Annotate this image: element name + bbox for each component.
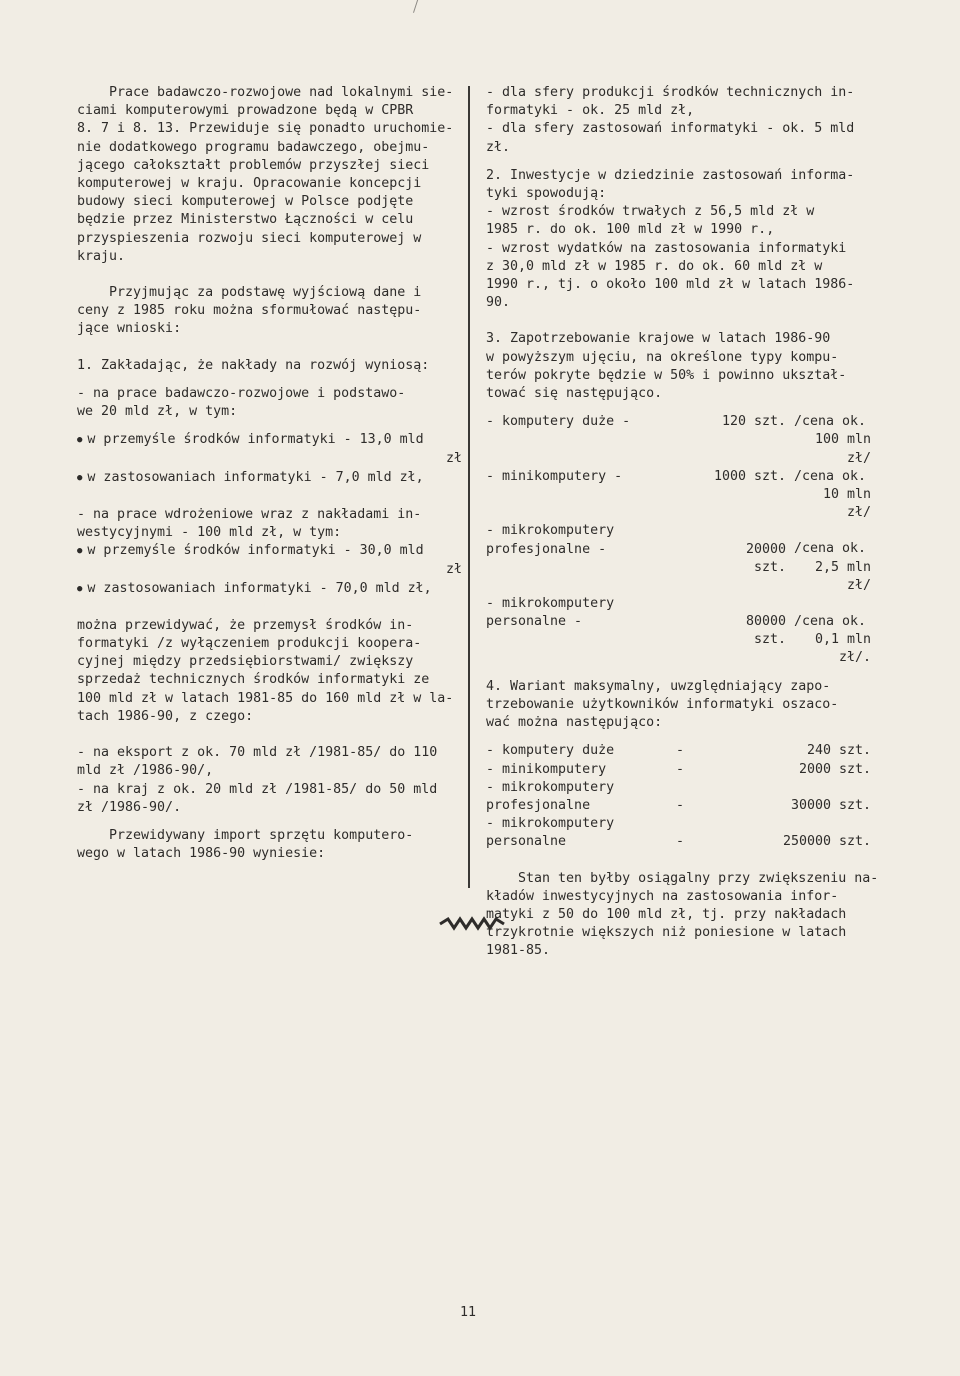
text-line: z 30,0 mld zł w 1985 r. do ok. 60 mld zł w — [486, 258, 823, 274]
text-line: trzebowanie użytkowników informatyki oszaco- — [486, 696, 839, 712]
text-line: 3. Zapotrzebowanie krajowe w latach 1986-90 — [486, 331, 831, 347]
text-line: zł. — [486, 139, 511, 155]
implementation-expenditure — [77, 506, 462, 542]
text-line: terów pokryte będzie w 50% i powinno ukształ- — [486, 367, 847, 383]
point-1-heading: 1. Zakładając, że nakłady na rozwój wyniosą: — [77, 357, 430, 373]
text-line: ciami komputerowymi prowadzone będą w CPBR — [77, 103, 414, 119]
text-line: formatyki - ok. 25 mld zł, — [486, 103, 695, 119]
import-paragraph — [77, 827, 462, 863]
text-line: Prace badawczo-rozwojowe nad lokalnymi sie- — [77, 85, 454, 100]
table-row-qty: 240 szt. — [806, 743, 871, 759]
table-row-name: - komputery duże — [486, 743, 615, 759]
text-line: przyspieszenia rozwoju sieci komputerowej w — [77, 230, 422, 246]
ornament-divider — [438, 916, 506, 932]
text-line: 90. — [486, 295, 511, 311]
table-row-name: - mikrokomputery personalne — [486, 816, 615, 850]
table-row-name: - mikrokomputery profesjonalne - — [486, 523, 615, 557]
column-divider — [468, 86, 470, 888]
assumption-paragraph — [77, 284, 462, 339]
text-line: kładów inwestycyjnych na zastosowania infor- — [486, 888, 839, 904]
text-line: nie dodatkowego programu badawczego, obejmu- — [77, 139, 430, 155]
export-list — [77, 744, 462, 817]
text-line: - wzrost wydatków na zastosowania informatyki — [486, 240, 847, 256]
text-line: 1990 r., tj. o około 100 mld zł w latach 1986- — [486, 277, 855, 293]
bullet-item: ● w zastosowaniach informatyki - 70,0 mld zł, — [77, 580, 462, 599]
table-row-price: /cena ok. 2,5 mln zł/ — [794, 541, 871, 593]
text-line: zł /1986-90/. — [77, 799, 182, 815]
table-row-price: /cena ok. 100 mln zł/ — [794, 414, 871, 466]
text-line: wać można następująco: — [486, 715, 663, 731]
text-line: kraju. — [77, 248, 126, 264]
table-row-qty: 30000 szt. — [790, 797, 871, 813]
text-line: formatyki /z wyłączeniem produkcji koopera- — [77, 636, 422, 652]
text-line: 2. Inwestycje w dziedzinie zastosowań informa- — [486, 167, 855, 183]
unit-label: zł — [445, 562, 462, 578]
table-row-price: /cena ok. 0,1 mln zł/. — [794, 614, 871, 666]
text-line: westycyjnymi - 100 mld zł, w tym: — [77, 525, 342, 541]
text-line: - na prace wdrożeniowe wraz z nakładami in- — [77, 506, 422, 522]
text-line: tach 1986-90, z czego: — [77, 708, 254, 724]
right-column — [486, 84, 879, 961]
table-row-name: - minikomputery - — [486, 468, 623, 484]
text-line: tować się następująco. — [486, 386, 663, 402]
bullet-item: ● w przemyśle środków informatyki - 30,0 mld — [77, 542, 462, 561]
text-line: wego w latach 1986-90 wyniesie: — [77, 846, 326, 862]
table-row-qty: 1000 szt. — [713, 468, 786, 484]
text-line: 1985 r. do ok. 100 mld zł w 1990 r., — [486, 222, 775, 238]
table-row-name: - mikrokomputery personalne - — [486, 596, 615, 630]
intro-paragraph — [77, 84, 462, 266]
table-row-dash: - — [676, 743, 685, 759]
bullet-item: ● w zastosowaniach informatyki - 7,0 mld zł, — [77, 469, 462, 488]
text-line: we 20 mld zł, w tym: — [77, 404, 238, 420]
text-line: jące wnioski: — [77, 321, 182, 337]
text-line: - dla sfery zastosowań informatyki - ok. 5 mld — [486, 121, 855, 137]
text-line: w powyższym ujęciu, na określone typy kompu- — [486, 349, 839, 365]
text-line: 8. 7 i 8. 13. Przewiduje się ponadto uruchomie- — [77, 121, 454, 137]
unit-label: zł — [445, 451, 462, 467]
text-line: - dla sfery produkcji środków technicznych in- — [486, 85, 855, 100]
bullet-item: ● w przemyśle środków informatyki - 13,0 mld — [77, 431, 462, 450]
text-line: sprzedaż technicznych środków informatyki ze — [77, 672, 430, 688]
text-line: trzykrotnie większych niż poniesione w latach — [486, 925, 847, 941]
text-line: tyki spowodują: — [486, 186, 607, 202]
text-line: ceny z 1985 roku można sformułować następu- — [77, 303, 422, 319]
text-line: - na kraj z ok. 20 mld zł /1981-85/ do 50 mld — [77, 781, 438, 797]
forecast-paragraph — [77, 617, 462, 726]
text-line: komputerowej w kraju. Opracowanie koncepcji — [77, 176, 422, 192]
text-line: cyjnej między przedsiębiorstwami/ zwiększy — [77, 654, 414, 670]
table-row-name: - minikomputery — [486, 761, 607, 777]
table-row-qty: 80000 szt. — [745, 614, 786, 648]
closing-paragraph — [486, 870, 879, 961]
point-3-section — [486, 330, 871, 403]
text-line: Przewidywany import sprzętu komputero- — [77, 827, 414, 843]
text-line: - na prace badawczo-rozwojowe i podstawo- — [77, 385, 406, 401]
research-expenditure — [77, 385, 462, 421]
table-row-dash: - — [676, 834, 685, 850]
text-line: matyki z 50 do 100 mld zł, tj. przy nakładach — [486, 906, 847, 922]
text-line: 4. Wariant maksymalny, uwzględniający zapo- — [486, 678, 831, 694]
spheres-list — [486, 84, 871, 157]
text-line: - na eksport z ok. 70 mld zł /1981-85/ do 110 — [77, 745, 438, 761]
table-row-qty: 120 szt. — [721, 414, 786, 430]
pen-mark — [413, 0, 424, 15]
text-line: można przewidywać, że przemysł środków in- — [77, 617, 414, 633]
max-variant-table — [486, 742, 871, 851]
demand-table — [486, 413, 871, 667]
text-line: będzie przez Ministerstwo Łączności w celu — [77, 212, 414, 228]
point-4-section — [486, 678, 871, 733]
text-line: jącego całokształt problemów przyszłej sieci — [77, 157, 430, 173]
table-row-dash: - — [676, 797, 685, 813]
page-number: 11 — [460, 1305, 477, 1320]
text-line: Przyjmując za podstawę wyjściową dane i — [77, 285, 422, 301]
table-row-price: /cena ok. 10 mln zł/ — [794, 468, 871, 521]
text-line: 1981-85. — [486, 943, 551, 959]
text-line: - wzrost środków trwałych z 56,5 mld zł w — [486, 204, 815, 220]
text-line: mld zł /1986-90/, — [77, 763, 214, 779]
table-row-dash: - — [676, 761, 685, 777]
left-column — [77, 84, 462, 863]
point-2-section — [486, 167, 871, 313]
text-line: budowy sieci komputerowej w Polsce podjęte — [77, 194, 414, 210]
table-row-qty: 2000 szt. — [798, 761, 871, 777]
table-row-qty: 20000 szt. — [745, 541, 786, 575]
table-row-qty: 250000 szt. — [782, 834, 871, 850]
text-line: 100 mld zł w latach 1981-85 do 160 mld zł w la- — [77, 690, 454, 706]
text-line: Stan ten byłby osiągalny przy zwiększeniu na- — [486, 870, 879, 886]
table-row-name: - mikrokomputery profesjonalne — [486, 779, 615, 813]
table-row-name: - komputery duże - — [486, 414, 631, 430]
